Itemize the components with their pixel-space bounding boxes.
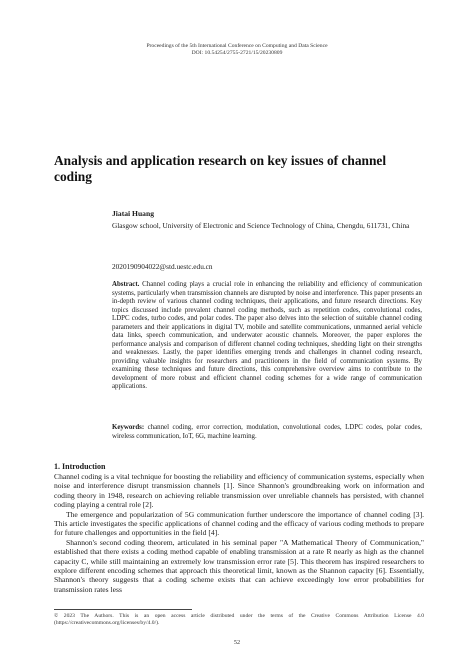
intro-paragraph-1: Channel coding is a vital technique for boosting the reliability and efficiency of communication systems, especially when noise and interference disrupt transmission channels [1]. Since Shannon's groundbreaking work on information and coding theory in 1948, research on achieving reliable transmission over unreliable channels has persisted, with channel coding playing a central role [2]. — [54, 472, 424, 510]
running-header-conference: Proceedings of the 5th International Conference on Computing and Data Science — [146, 43, 328, 49]
keywords-text: channel coding, error correction, modulation, convolutional codes, LDPC codes, polar codes, wireless communication, IoT, 6G, machine learning. — [112, 424, 422, 440]
author-affiliation: Glasgow school, University of Electronic and Science Technology of China, Chengdu, 611731, China — [112, 221, 410, 230]
abstract — [112, 281, 422, 392]
introduction-body — [54, 472, 424, 594]
author-email[interactable]: 2020190904022@std.uestc.edu.cn — [112, 262, 213, 271]
section-heading-introduction: 1. Introduction — [54, 462, 106, 471]
page-number: 52 — [233, 639, 241, 646]
keywords — [112, 424, 422, 441]
running-header-doi: DOI: 10.54254/2755-2721/15/20230809 — [191, 50, 283, 56]
intro-paragraph-2: The emergence and popularization of 5G communication further underscore the importance of channel coding [3]. This article investigates the specific applications of channel coding and the efficacy of various coding methods to prepare for future challenges and opportunities in the field [4]. — [54, 509, 424, 538]
intro-paragraph-3: Shannon's second coding theorem, articulated in his seminal paper "A Mathematical Theory of Communication," established that there exists a coding method capable of enabling transmission at a rate R nearly as high as the channel capacity C, while still maintaining an extremely low transmission error rate [5]. This theorem has inspired researchers to explore different encoding schemes that approach this theoretical limit, known as the Shannon capacity [6]. Essentially, Shannon's theory suggests that a coding scheme exists that can achieve exceedingly low error probabilities for transmission rates less — [54, 537, 424, 594]
author-name: Jiatai Huang — [112, 209, 154, 218]
abstract-text: Channel coding plays a crucial role in enhancing the reliability and efficiency of communication systems, particularly when transmission channels are disrupted by noise and interference. This paper presents an in-depth review of various channel coding techniques, their applications, and future research directions. Key topics discussed include prevalent channel coding methods, such as repetition codes, convolutional codes, LDPC codes, turbo codes, and polar codes. The paper also delves into the selection of suitable channel coding parameters and their applications in digital TV, mobile and satellite communications, unmanned aerial vehicle data links, speech communication, and underwater acoustic channels. Moreover, the paper explores the performance analysis and comparison of different channel coding techniques, shedding light on their strengths and weaknesses. Lastly, the paper identifies emerging trends and challenges in channel coding research, providing valuable insights for researchers and practitioners in the field of communication systems. By examining these techniques and future directions, this comprehensive overview aims to contribute to the development of more robust and efficient channel coding schemes for a wide range of communication applications. — [112, 281, 422, 390]
footnote-divider — [54, 609, 192, 610]
keywords-label: Keywords: — [112, 424, 145, 431]
abstract-label: Abstract. — [112, 281, 140, 288]
license-footnote: © 2023 The Authors. This is an open access article distributed under the terms of the Creative Commons Attribution License 4.0 (https://creativecommons.org/licenses/by/4.0/). — [54, 613, 424, 626]
paper-title: Analysis and application research on key issues of channel coding — [54, 153, 387, 184]
